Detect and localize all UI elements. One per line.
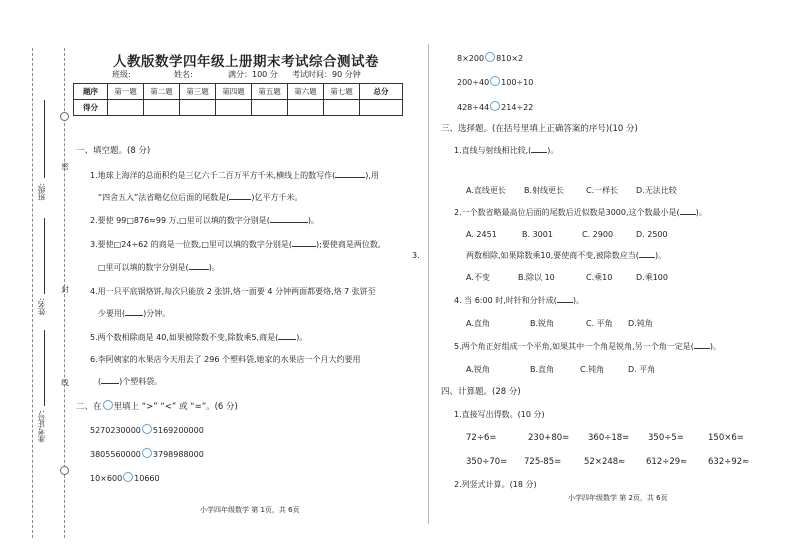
s3-q5-text: 5.两个角正好组成一个平角,如果其中一个角是锐角,另一个角一定是( xyxy=(454,342,694,351)
score-cell: 第七题 xyxy=(324,84,360,100)
seal-mark-middle: 封 xyxy=(61,285,69,294)
answer-blank[interactable] xyxy=(292,246,316,247)
header-class-field: 班级: xyxy=(112,70,131,79)
s3-q3-option-b[interactable]: B.除以 10 xyxy=(518,273,555,282)
s3-q2-option-b[interactable]: B. 3001 xyxy=(522,230,553,239)
answer-blank[interactable] xyxy=(639,257,655,258)
compare-answer-circle[interactable] xyxy=(123,472,133,482)
calc-item: 632÷92≈ xyxy=(708,457,750,467)
s3-q2 xyxy=(454,208,707,218)
s3-q3-option-d[interactable]: D.乘100 xyxy=(636,273,668,282)
compare-answer-circle[interactable] xyxy=(490,101,500,111)
s1-q4b-text-end: )分钟。 xyxy=(143,309,171,318)
compare-right: 10660 xyxy=(134,474,160,483)
s3-q5-text-end: )。 xyxy=(709,342,721,351)
s3-q2-text: 2.一个数省略最高位后面的尾数后近似数是3000,这个数最小是( xyxy=(454,208,680,217)
calc-item: 150×6= xyxy=(708,433,744,443)
header-name-field: 姓名: xyxy=(174,70,193,79)
answer-blank[interactable] xyxy=(270,222,308,223)
compare-left: 8×200 xyxy=(457,54,485,63)
score-table xyxy=(73,83,403,116)
section2-heading xyxy=(76,400,238,413)
s3-q4-option-d[interactable]: D.钝角 xyxy=(628,319,653,328)
s2-item-3 xyxy=(90,472,160,484)
seal-mark-top: 密 xyxy=(61,162,69,171)
s1-q3b-text-end: )。 xyxy=(208,263,220,272)
answer-blank[interactable] xyxy=(335,177,365,178)
s3-q4-option-c[interactable]: C. 平角 xyxy=(586,319,613,328)
s3-q3-text-end: )。 xyxy=(654,251,667,260)
s3-q1-text: 1.直线与射线相比较,( xyxy=(454,146,532,155)
s3-q3-text: 两数相除,如果除数乘10,要使商不变,被除数应当( xyxy=(466,251,639,260)
score-cell: 题序 xyxy=(74,84,108,100)
compare-left: 200÷40 xyxy=(457,78,490,87)
r-compare-2 xyxy=(457,76,533,88)
s3-q3-option-a[interactable]: A.不变 xyxy=(466,273,490,282)
seal-mark-bottom: 线 xyxy=(61,378,69,387)
s1-q4b-text: 少要用( xyxy=(98,309,126,318)
s3-q4-option-b[interactable]: B.锐角 xyxy=(530,319,555,328)
s1-q2-text: 2.要使 99□876≈99 万,□里可以填的数字分别是( xyxy=(90,216,270,225)
s1-q3-margin-number: 3. xyxy=(412,251,420,260)
compare-right: 5169200000 xyxy=(152,426,204,435)
s3-q2-option-a[interactable]: A. 2451 xyxy=(466,230,497,239)
footer-page-1: 小学四年级数学 第 1页，共 6页 xyxy=(200,506,300,514)
answer-blank[interactable] xyxy=(557,302,573,303)
section2-heading-post: 里填上 “>” “<” 或 “=”。(6 分) xyxy=(113,402,238,412)
calc-item: 612÷29≈ xyxy=(646,457,688,467)
compare-left: 5270230000 xyxy=(90,426,141,435)
s1-q5-text-end: )。 xyxy=(296,333,308,342)
compare-left: 428÷44 xyxy=(457,103,490,112)
s3-q5-option-c[interactable]: C.钝角 xyxy=(580,365,605,374)
s3-q2-text-end: )。 xyxy=(695,208,707,217)
score-input-cell[interactable] xyxy=(108,100,144,116)
calc-item: 360÷18= xyxy=(588,433,630,443)
s3-q4-text: 4. 当 6:00 时,时针和分针成( xyxy=(454,296,557,305)
answer-blank[interactable] xyxy=(229,199,251,200)
r-compare-1 xyxy=(457,52,523,64)
answer-blank[interactable] xyxy=(125,315,143,316)
s1-q1b-text-end: )亿平方千米。 xyxy=(251,193,303,202)
s1-q2 xyxy=(90,216,319,226)
score-cell: 第四题 xyxy=(216,84,252,100)
binding-class-line xyxy=(44,100,45,178)
s3-q1-option-b[interactable]: B.射线更长 xyxy=(524,186,565,195)
s3-q3-option-c[interactable]: C.乘10 xyxy=(586,273,613,282)
answer-blank[interactable] xyxy=(531,152,547,153)
section2-heading-pre: 二、在 xyxy=(76,402,102,412)
score-input-cell[interactable] xyxy=(180,100,216,116)
binding-hole-top xyxy=(60,112,69,121)
s3-q2-option-d[interactable]: D. 2500 xyxy=(636,230,668,239)
s1-q3-text: 3.要使□24÷62 的商是一位数,□里可以填的数字分别是( xyxy=(90,240,293,249)
s4-sub1: 1.直接写出得数。(10 分) xyxy=(454,410,545,419)
s3-q5-option-a[interactable]: A.锐角 xyxy=(466,365,490,374)
binding-name-label: 姓名: xyxy=(37,298,46,316)
answer-blank[interactable] xyxy=(278,339,296,340)
compare-left: 3805560000 xyxy=(90,450,141,459)
s1-q3b-text: □里可以填的数字分别是( xyxy=(98,263,189,272)
compare-answer-circle[interactable] xyxy=(142,424,152,434)
binding-exam-no-line xyxy=(44,330,45,406)
s3-q3 xyxy=(466,251,666,261)
s3-q5 xyxy=(454,342,721,352)
score-input-cell[interactable] xyxy=(252,100,288,116)
s3-q1-text-end: )。 xyxy=(547,146,559,155)
answer-blank[interactable] xyxy=(694,348,710,349)
s1-q1-text: 1.地球上海洋的总面积约是三亿六千二百万平方千米,横线上的数写作( xyxy=(90,171,336,180)
compare-right: 3798988000 xyxy=(152,450,204,459)
s1-q1-text-end: ),用 xyxy=(365,171,379,180)
binding-line-outer xyxy=(32,48,33,538)
score-table-score-row xyxy=(74,100,403,116)
s1-q4-line1: 4.用一只平底锅烙饼,每次只能放 2 张饼,烙一面要 4 分钟两面都要烙,烙 7 张饼至 xyxy=(90,287,376,296)
score-input-cell[interactable] xyxy=(216,100,252,116)
r-compare-3 xyxy=(457,101,533,113)
score-table-header-row xyxy=(74,84,403,100)
s4-sub2: 2.列竖式计算。(18 分) xyxy=(454,480,537,489)
binding-class-label: 班级: xyxy=(37,183,46,201)
s1-q1-line1 xyxy=(90,171,379,181)
s3-q1-option-d[interactable]: D.无法比较 xyxy=(636,186,677,195)
footer-page-2: 小学四年级数学 第 2页，共 6页 xyxy=(568,494,668,502)
s3-q4-option-a[interactable]: A.直角 xyxy=(466,319,490,328)
calc-item: 52×248≈ xyxy=(584,457,626,467)
s3-q5-option-b[interactable]: B.直角 xyxy=(530,365,555,374)
s1-q6b-text: ( xyxy=(98,377,102,386)
score-cell: 总分 xyxy=(360,84,403,100)
binding-hole-bottom xyxy=(60,466,69,475)
compare-right: 100÷10 xyxy=(501,78,534,87)
calc-item: 725-85= xyxy=(524,457,562,467)
score-input-cell[interactable] xyxy=(324,100,360,116)
page-title: 人教版数学四年级上册期末考试综合测试卷 xyxy=(113,54,379,70)
answer-blank[interactable] xyxy=(189,269,209,270)
s1-q3-line2 xyxy=(98,263,220,273)
s3-q1 xyxy=(454,146,558,156)
s1-q3-line1 xyxy=(90,240,380,250)
s3-q4-text-end: )。 xyxy=(572,296,585,305)
section4-heading: 四、计算题。(28 分) xyxy=(441,387,521,397)
s1-q3-text-end: );要使商是两位数, xyxy=(316,240,381,249)
answer-blank[interactable] xyxy=(101,383,119,384)
section1-heading: 一、填空题。(8 分) xyxy=(76,146,151,156)
calc-item: 350÷70= xyxy=(466,457,508,467)
calc-item: 350÷5= xyxy=(648,433,684,443)
score-cell: 第五题 xyxy=(252,84,288,100)
compare-right: 810×2 xyxy=(496,54,524,63)
score-cell: 第二题 xyxy=(144,84,180,100)
calc-item: 230+80= xyxy=(528,433,570,443)
s1-q6b-text-end: )个塑料袋。 xyxy=(119,377,163,386)
s3-q1-option-a[interactable]: A.直线更长 xyxy=(466,186,506,195)
section3-heading: 三、选择题。(在括号里填上正确答案的序号)(10 分) xyxy=(441,124,638,134)
compare-answer-circle[interactable] xyxy=(485,52,495,62)
score-input-cell[interactable] xyxy=(144,100,180,116)
page-divider xyxy=(428,44,429,524)
binding-name-line xyxy=(44,218,45,294)
s1-q4-line2 xyxy=(98,309,170,319)
s1-q1-line2 xyxy=(98,193,303,203)
s3-q2-option-c[interactable]: C. 2900 xyxy=(582,230,614,239)
compare-circle-icon xyxy=(103,400,113,410)
binding-exam-no-label: 准考证号: xyxy=(37,410,46,443)
s3-q1-option-c[interactable]: C.一样长 xyxy=(586,186,619,195)
s1-q5 xyxy=(90,333,307,343)
s2-item-1 xyxy=(90,424,204,436)
s2-item-2 xyxy=(90,448,204,460)
compare-answer-circle[interactable] xyxy=(142,448,152,458)
header-full-score: 满分：100 分 xyxy=(228,70,278,79)
s3-q4 xyxy=(454,296,584,306)
score-cell: 第一题 xyxy=(108,84,144,100)
score-cell: 得分 xyxy=(74,100,108,116)
s1-q5-text: 5.两个数相除商是 40,如果被除数不变,除数乘5,商是( xyxy=(90,333,279,342)
score-input-cell[interactable] xyxy=(360,100,403,116)
calc-item: 72÷6= xyxy=(466,433,497,443)
compare-left: 10×600 xyxy=(90,474,123,483)
s1-q1b-text: “四舍五入”法省略亿位后面的尾数是( xyxy=(98,193,230,202)
answer-blank[interactable] xyxy=(680,214,696,215)
s1-q2-text-end: )。 xyxy=(307,216,319,225)
compare-right: 214÷22 xyxy=(501,103,534,112)
score-cell: 第三题 xyxy=(180,84,216,100)
s3-q5-option-d[interactable]: D. 平角 xyxy=(628,365,656,374)
compare-answer-circle[interactable] xyxy=(490,76,500,86)
header-exam-time: 考试时间：90 分钟 xyxy=(292,70,361,79)
score-cell: 第六题 xyxy=(288,84,324,100)
score-input-cell[interactable] xyxy=(288,100,324,116)
s1-q6-line1: 6.李阿姨家的水果店今天用去了 296 个塑料袋,她家的水果店一个月大约要用 xyxy=(90,355,361,364)
s1-q6-line2 xyxy=(98,377,162,387)
